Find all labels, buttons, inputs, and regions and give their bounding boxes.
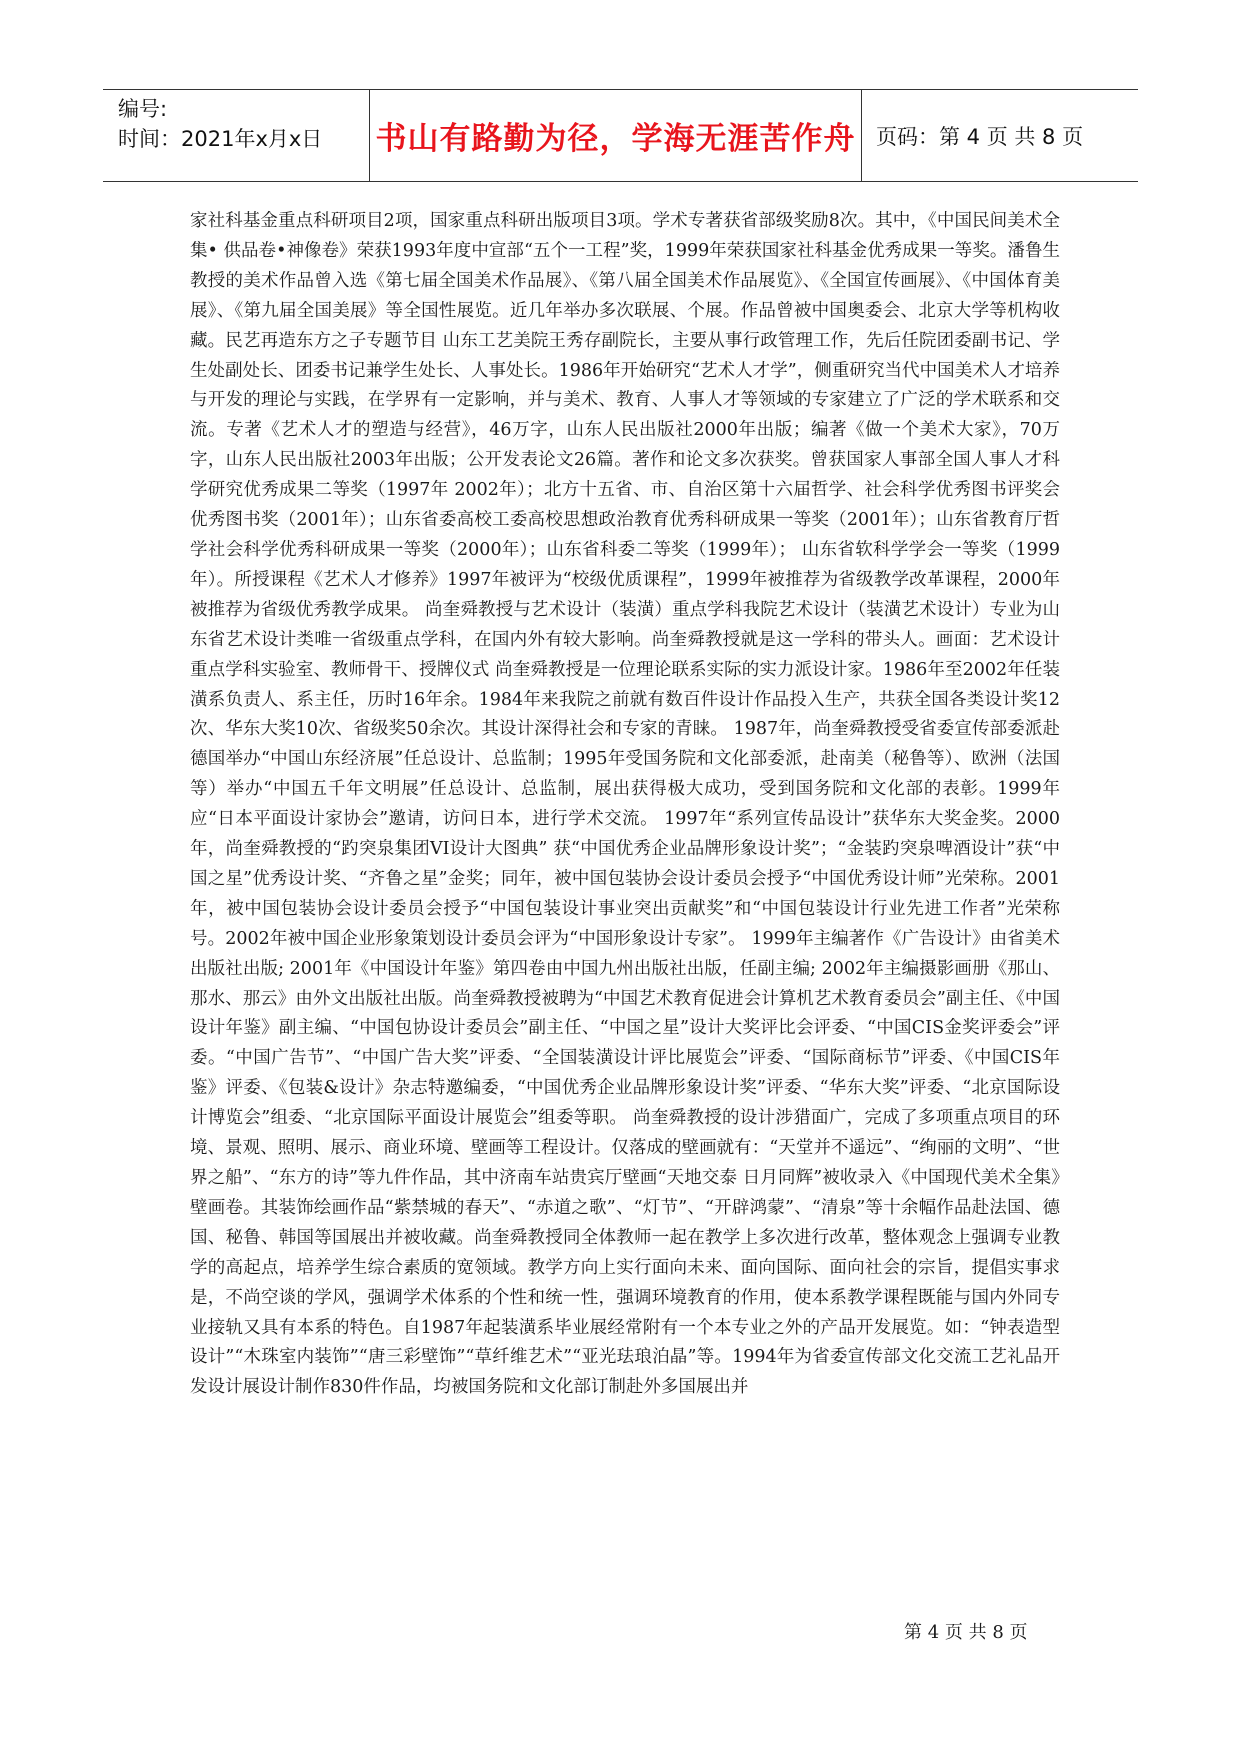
- header-meta-cell: [103, 90, 370, 181]
- page-footer: 第 4 页 共 8 页: [904, 1622, 1028, 1643]
- document-time-label: 时间：2021年x月x日: [118, 127, 323, 151]
- body-paragraph: 家社科基金重点科研项目2项，国家重点科研出版项目3项。学术专著获省部级奖励8次。其中，《中国民间美术全集• 供品卷•神像卷》荣获1993年度中宣部“五个一工程”奖，1999年荣获国家社科基金优秀成果一等奖。潘鲁生教授的美术作品曾入选《第七届全国美术作品展》、《第八届全国美术作品展览》、《全国宣传画展》、《中国体育美展》、《第九届全国美展》等全国性展览。近几年举办多次联展、个展。作品曾被中国奥委会、北京大学等机构收藏。民艺再造东方之子专题节目 山东工艺美院王秀存副院长，主要从事行政管理工作，先后任院团委副书记、学生处副处长、团委书记兼学生处长、人事处长。1986年开始研究“艺术人才学”，侧重研究当代中国美术人才培养与开发的理论与实践，在学界有一定影响，并与美术、教育、人事人才等领域的专家建立了广泛的学术联系和交流。专著《艺术人才的塑造与经营》，46万字，山东人民出版社2000年出版；编著《做一个美术大家》，70万字，山东人民出版社2003年出版；公开发表论文26篇。著作和论文多次获奖。曾获国家人事部全国人事人才科学研究优秀成果二等奖（1997年 2002年）；北方十五省、市、自治区第十六届哲学、社会科学优秀图书评奖会优秀图书奖（2001年）；山东省委高校工委高校思想政治教育优秀科研成果一等奖（2001年）；山东省教育厅哲学社会科学优秀科研成果一等奖（2000年）；山东省科委二等奖（1999年）； 山东省软科学学会一等奖（1999年）。所授课程《艺术人才修养》1997年被评为“校级优质课程”，1999年被推荐为省级教学改革课程，2000年被推荐为省级优秀教学成果。 尚奎舜教授与艺术设计（装潢）重点学科我院艺术设计（装潢艺术设计）专业为山东省艺术设计类唯一省级重点学科，在国内外有较大影响。尚奎舜教授就是这一学科的带头人。画面：艺术设计重点学科实验室、教师骨干、授牌仪式 尚奎舜教授是一位理论联系实际的实力派设计家。1986年至2002年任装潢系负责人、系主任，历时16年余。1984年来我院之前就有数百件设计作品投入生产，共获全国各类设计奖12次、华东大奖10次、省级奖50余次。其设计深得社会和专家的青睐。 1987年，尚奎舜教授受省委宣传部委派赴德国举办“中国山东经济展”任总设计、总监制；1995年受国务院和文化部委派，赴南美（秘鲁等）、欧洲（法国等）举办“中国五千年文明展”任总设计、总监制，展出获得极大成功，受到国务院和文化部的表彰。1999年应“日本平面设计家协会”邀请，访问日本，进行学术交流。 1997年“系列宣传品设计”获华东大奖金奖。2000年，尚奎舜教授的“趵突泉集团VI设计大图典” 获“中国优秀企业品牌形象设计奖”；“金装趵突泉啤酒设计”获“中国之星”优秀设计奖、“齐鲁之星”金奖；同年，被中国包装协会设计委员会授予“中国优秀设计师”光荣称。2001年，被中国包装协会设计委员会授予“中国包装设计事业突出贡献奖”和“中国包装设计行业先进工作者”光荣称号。2002年被中国企业形象策划设计委员会评为“中国形象设计专家”。 1999年主编著作《广告设计》由省美术出版社出版; 2001年《中国设计年鉴》第四卷由中国九州出版社出版，任副主编; 2002年主编摄影画册《那山、那水、那云》由外文出版社出版。尚奎舜教授被聘为“中国艺术教育促进会计算机艺术教育委员会”副主任、《中国设计年鉴》副主编、“中国包协设计委员会”副主任、“中国之星”设计大奖评比会评委、“中国CIS金奖评委会”评委。“中国广告节”、“中国广告大奖”评委、“全国装潢设计评比展览会”评委、“国际商标节”评委、《中国CIS年鉴》评委、《包装&设计》杂志特邀编委，“中国优秀企业品牌形象设计奖”评委、“华东大奖”评委、“北京国际设计博览会”组委、“北京国际平面设计展览会”组委等职。 尚奎舜教授的设计涉猎面广，完成了多项重点项目的环境、景观、照明、展示、商业环境、壁画等工程设计。仅落成的壁画就有：“天堂并不遥远”、“绚丽的文明”、“世界之船”、“东方的诗”等九件作品，其中济南车站贵宾厅壁画“天地交泰 日月同辉”被收录入《中国现代美术全集》壁画卷。其装饰绘画作品“紫禁城的春天”、“赤道之歌”、“灯节”、“开辟鸿蒙”、“清泉”等十余幅作品赴法国、德国、秘鲁、韩国等国展出并被收藏。尚奎舜教授同全体教师一起在教学上多次进行改革，整体观念上强调专业教学的高起点，培养学生综合素质的宽领域。教学方向上实行面向未来、面向国际、面向社会的宗旨，提倡实事求是，不尚空谈的学风，强调学术体系的个性和统一性，强调环境教育的作用，使本系教学课程既能与国内外同专业接轨又具有本系的特色。自1987年起装潢系毕业展经常附有一个本专业之外的产品开发展览。如：“钟表造型设计”“木珠室内装饰”“唐三彩壁饰”“草纤维艺术”“亚光珐琅泊晶”等。1994年为省委宣传部文化交流工艺礼品开发设计展设计制作830件作品，均被国务院和文化部订制赴外多国展出并: [190, 211, 1060, 1398]
- document-number-label: 编号:: [118, 97, 168, 121]
- page-header: [103, 89, 1138, 182]
- document-body: [190, 207, 1060, 1403]
- header-page-label: 页码：第 4 页 共 8 页: [876, 124, 1084, 149]
- header-motto: 书山有路勤为径，学海无涯苦作舟: [370, 90, 862, 181]
